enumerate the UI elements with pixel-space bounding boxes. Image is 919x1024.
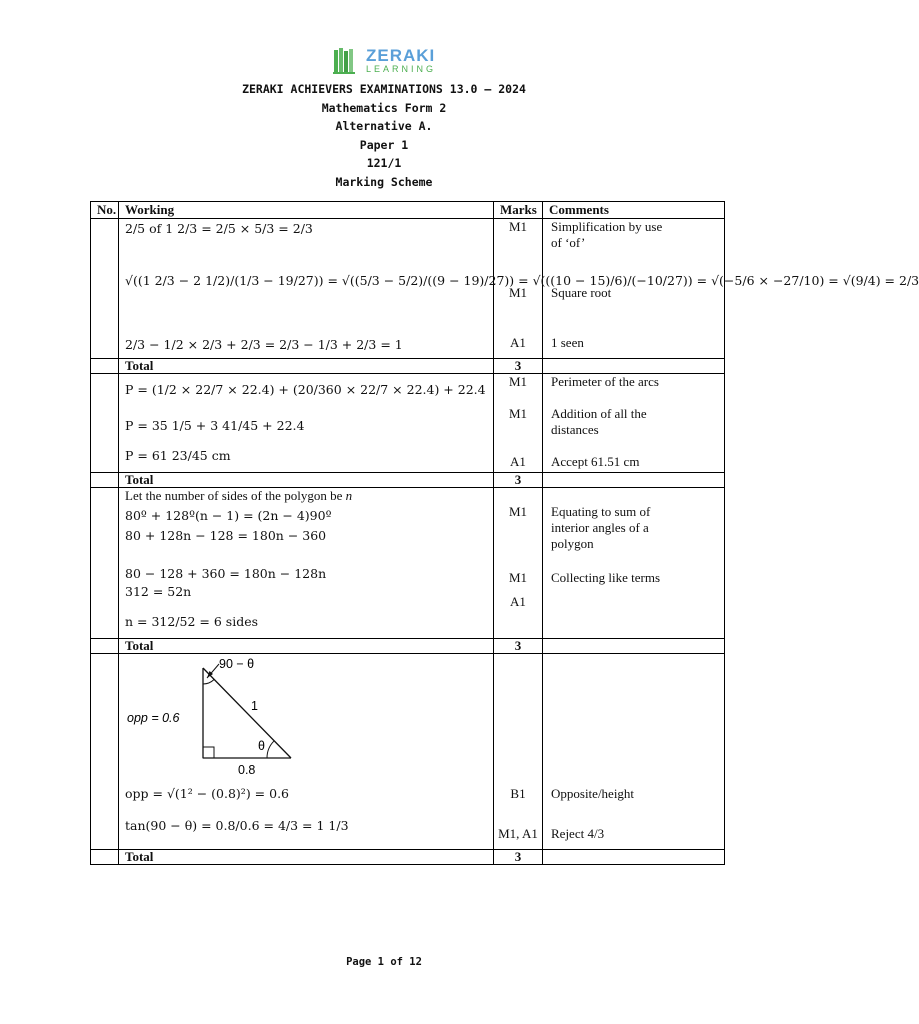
question-3-total: 3 [494,639,543,654]
question-4-row [91,654,725,850]
question-number [91,219,119,359]
logo-brand: ZERAKI [365,45,436,65]
question-4-working [119,654,494,850]
question-number [91,654,119,850]
q3-intro-var: n [345,488,353,503]
exam-title: ZERAKI ACHIEVERS EXAMINATIONS 13.0 – 2024 [242,82,526,96]
question-1-total-row [91,359,725,374]
q3-step-5-work: n = 312/52 = 6 sides [125,614,259,629]
q4-comment-2: Reject 4/3 [551,826,605,841]
q3-step-2-work: 80 + 128n − 128 = 180n − 360 [125,528,327,543]
total-label: Total [119,473,494,488]
total-label: Total [119,359,494,374]
question-number [91,374,119,473]
question-3-total-row [91,639,725,654]
q1-step-1-work: 2/5 of 1 2/3 = 2/5 × 5/3 = 2/3 [125,221,313,236]
q1-comment-2: Square root [551,285,612,300]
page-number: Page 1 of 12 [346,956,422,968]
q1-step-2-mark: M1 [508,285,528,300]
question-4-total-row [91,850,725,865]
q3-intro [125,488,352,504]
question-1-comments [543,219,725,359]
q2-comment-1: Perimeter of the arcs [551,374,659,389]
q3-step-4-work: 312 = 52n [125,584,192,599]
question-1-row [91,219,725,359]
question-3-working [119,488,494,639]
q3-step-3-work: 80 − 128 + 360 = 180n − 128n [125,566,327,581]
diagram-angle-label: θ [258,739,265,753]
header-working: Working [119,202,494,219]
q4-step-2-mark: M1, A1 [498,826,538,841]
logo-sub: LEARNING [365,63,436,74]
q3-step-3-mark: M1 [508,570,528,585]
diagram-hyp-label: 1 [251,699,258,713]
question-2-row [91,374,725,473]
q4-step-1-mark: B1 [510,786,526,801]
q1-comment-1: Simplification by use of ‘of’ [551,219,663,250]
subject-title: Mathematics Form 2 [321,100,447,115]
question-2-total: 3 [494,473,543,488]
question-number [91,488,119,639]
q4-step-2-work: tan(90 − θ) = 0.8/0.6 = 4/3 = 1 1/3 [125,818,349,833]
document-header [0,44,768,191]
books-icon [332,45,362,75]
total-label: Total [119,850,494,865]
q2-step-2-mark: M1 [508,406,528,421]
question-4-comments [543,654,725,850]
q2-step-1-mark: M1 [508,374,528,389]
q1-step-1-mark: M1 [508,219,528,234]
marking-scheme-table [90,201,919,865]
question-3-marks [494,488,543,639]
q3-comment-3: Collecting like terms [551,570,661,585]
diagram-top-label: 90 − θ [219,657,255,671]
q2-step-2-work: P = 35 1/5 + 3 41/45 + 22.4 [125,418,305,433]
question-4-marks [494,654,543,850]
total-label: Total [119,639,494,654]
q1-step-3-work: 2/3 − 1/2 × 2/3 + 2/3 = 2/3 − 1/3 + 2/3 = 1 [125,337,403,352]
q3-step-5-mark: A1 [510,594,526,609]
question-3-row [91,488,725,639]
q3-step-1-work: 80º + 128º(n − 1) = (2n − 4)90º [125,508,332,523]
marking-scheme-title: Marking Scheme [335,174,433,189]
right-triangle-diagram [123,658,323,780]
q3-step-1-mark: M1 [508,504,528,519]
q1-step-3-mark: A1 [510,335,526,350]
q2-comment-2: Addition of all the distances [551,406,647,437]
question-1-marks [494,219,543,359]
q3-comment-1: Equating to sum of interior angles of a polygon [551,504,651,551]
question-2-comments [543,374,725,473]
header-marks: Marks [494,202,543,219]
q1-comment-3: 1 seen [551,335,584,350]
q4-comment-1: Opposite/height [551,786,635,801]
question-3-comments [543,488,725,639]
paper-code: 121/1 [366,156,402,170]
diagram-opp-label: opp = 0.6 [127,711,180,725]
header-comments: Comments [543,202,725,219]
q3-intro-text: Let the number of sides of the polygon be [125,488,343,503]
zeraki-logo [332,44,436,76]
diagram-base-label: 0.8 [238,763,256,777]
q1-step-2-work: √((1 2/3 − 2 1/2)/(1/3 − 19/27)) = √((5/3 − 5/2)/((9 − 19)/27)) = √(((10 − 15)/6)/(−10/27)) = √(−5/6 × −27/10) = √(9/4) = 2/3 [125,273,919,288]
q2-step-1-work: P = (1/2 × 22/7 × 22.4) + (20/360 × 22/7 × 22.4) + 22.4 [125,382,486,397]
table-header-row [91,202,725,219]
q2-step-3-mark: A1 [510,454,526,469]
q2-step-3-work: P = 61 23/45 cm [125,448,231,463]
paper-title: Paper 1 [359,137,409,152]
question-2-total-row [91,473,725,488]
header-no: No. [91,202,119,219]
question-2-working [119,374,494,473]
question-1-total: 3 [494,359,543,374]
q4-step-1-work: opp = √(1² − (0.8)²) = 0.6 [125,786,289,801]
alternative-title: Alternative A. [335,119,433,133]
question-2-marks [494,374,543,473]
q2-comment-3: Accept 61.51 cm [551,454,640,469]
question-4-total: 3 [494,850,543,865]
